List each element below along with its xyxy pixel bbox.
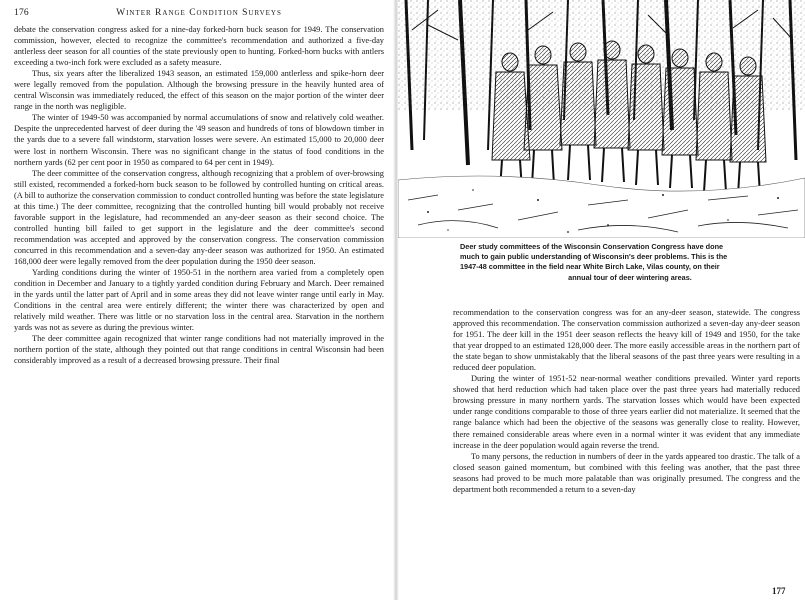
left-body-text bbox=[14, 24, 384, 366]
caption-line: much to gain public understanding of Wisconsin's deer problems. This is the bbox=[460, 252, 728, 262]
paragraph: To many persons, the reduction in numbers of deer in the yards appeared too drastic. The talk of a closed season gained momentum, but combined with this feeling was another, that the past three seasons had proved to be much more palatable than was originally presumed. The congress and the department both recommended a return to a seven-day bbox=[453, 451, 800, 494]
paragraph: recommendation to the conservation congress was for an any-deer season, statewide. The congress approved this recommendation. The conservation commission authorized a seven-day any-deer season for 1951. The deer kill in the 1951 deer season reflects the heavy kill of 1949 and 1950, for the take that year dropped to an estimated 128,000 deer. The more easily accessible areas in the northern part of the state began to show unmistakably that the liberal seasons of the past three years were resulting in a reduced deer population. bbox=[453, 308, 800, 373]
paragraph: The deer committee of the conservation congress, although recognizing that a problem of over-browsing still existed, recommended a forked-horn buck season to be followed by controlled hunting on critical areas. (A bill to authorize the conservation commission to conduct controlled hunting was before the state legislature at this time.) The deer committee, recognizing that the controlled hunting bill would probably not receive favorable support in the legislature, had recommended an any-deer season as their second choice. The controlled hunting bill failed to get support in the legislature and the deer committee's second recommendation was accepted and approved by the conservation congress. The conservation commission concurred in this recommendation and a seven-day any-deer season was authorized for 1950. An estimated 168,000 deer were legally removed from the deer population during the 1950 deer season. bbox=[14, 168, 384, 266]
paragraph: The winter of 1949-50 was accompanied by normal accumulations of snow and relatively cold weather. Despite the unprecedented harvest of deer during the '49 season and hundreds of tons of blowdown timber in the yards due to a severe fall windstorm, starvation losses were severe. An estimated 15,000 to 20,000 deer were lost in northern Wisconsin. There was no significant change in the status of food conditions in the northern yards (62 per cent poor in 1950 as compared to 64 per cent in 1949). bbox=[14, 113, 384, 167]
page-number-right: 177 bbox=[772, 586, 786, 596]
page-number-left: 176 bbox=[14, 8, 29, 18]
right-body-text bbox=[453, 307, 800, 495]
running-head bbox=[14, 8, 384, 22]
paragraph: The deer committee again recognized that winter range conditions had not materially improved in the northern portion of the state, although they pointed out that range conditions in central Wisconsin had been considerably improved as a result of a decreased browsing pressure. Their final bbox=[14, 334, 384, 366]
paragraph: debate the conservation congress asked for a nine-day forked-horn buck season for 1949. The conservation commission, however, elected to recognize the committee's recommendation and authorized a five-day antlerless deer season for all counties of the state previously open to hunting. Forked-horn bucks with antlers exceeding a two-inch fork were excluded as a safety measure. bbox=[14, 25, 384, 68]
caption-line: 1947-48 committee in the field near White Birch Lake, Vilas county, on their bbox=[460, 262, 720, 272]
photo-caption bbox=[460, 242, 800, 283]
caption-line: annual tour of deer wintering areas. bbox=[568, 272, 692, 282]
running-head-title: Winter Range Condition Surveys bbox=[116, 8, 282, 18]
right-page bbox=[398, 0, 805, 600]
committee-photo-illustration bbox=[398, 0, 805, 238]
committee-photo bbox=[398, 0, 805, 238]
paragraph: Thus, six years after the liberalized 1943 season, an estimated 159,000 antlerless and spike-horn deer were legally removed from the population. Although the browsing pressure in the heavily hunted area of central Wisconsin was immediately reduced, the effect of this season on the major portion of the winter deer range in the north was negligible. bbox=[14, 69, 384, 112]
left-page bbox=[0, 0, 395, 600]
paragraph: During the winter of 1951-52 near-normal weather conditions prevailed. Winter yard reports showed that herd reduction which had taken place over the past three years had materially reduced browsing pressure in many northern yards. The starvation losses which would have been expected under range conditions comparable to those of three years earlier did not materialize. It seemed that the range balance which had been the objective of the seasons was generally close to reality. However, there remained considerable areas where even in a normal winter it was evident that any immediate increase in the deer population would again reverse the trend. bbox=[453, 374, 800, 450]
caption-line: Deer study committees of the Wisconsin Conservation Congress have done bbox=[460, 242, 724, 251]
paragraph: Yarding conditions during the winter of 1950-51 in the northern area varied from a completely open condition in December and January to a tightly yarded condition during February and March. Deer remained in the yards until the latter part of April and in some areas they did not leave winter range until early in May. Conditions in the central area were entirely different; the winter there was characterized by open and relatively mild weather. There was little or no starvation loss in the central area. Starvation in the northern yards was not as severe as during the previous winter. bbox=[14, 268, 384, 333]
